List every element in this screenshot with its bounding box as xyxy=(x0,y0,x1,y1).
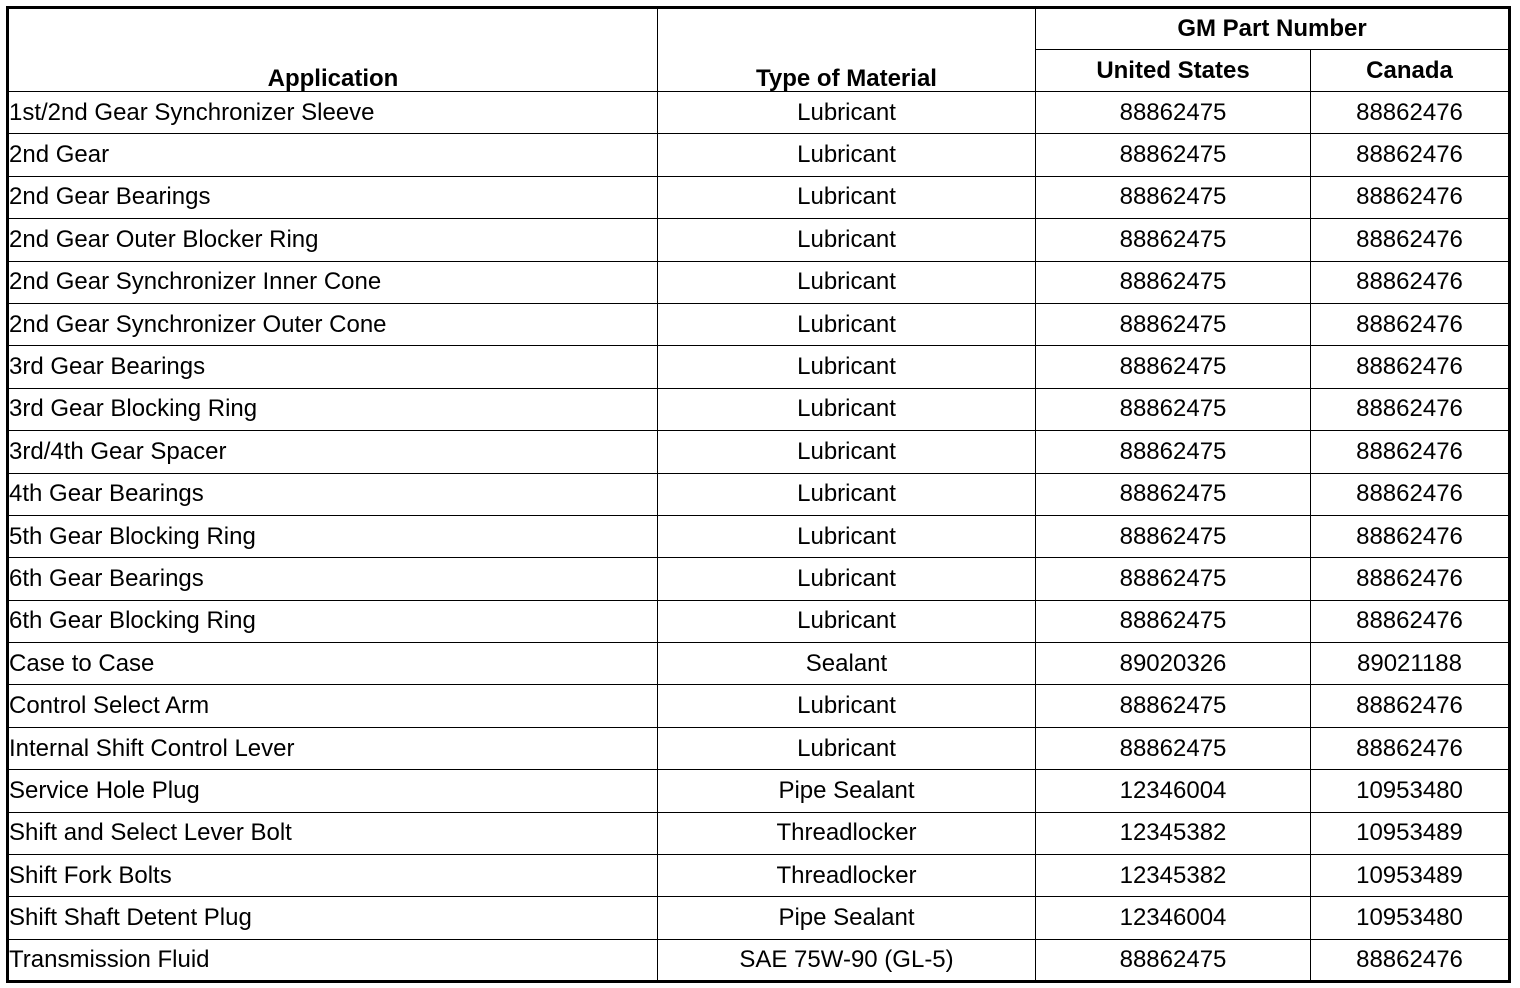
cell-application: Internal Shift Control Lever xyxy=(8,727,658,769)
cell-type-of-material: Lubricant xyxy=(658,600,1036,642)
table-row xyxy=(8,897,1510,939)
cell-canada: 88862476 xyxy=(1311,92,1510,134)
cell-united-states: 89020326 xyxy=(1036,643,1311,685)
cell-type-of-material: Lubricant xyxy=(658,431,1036,473)
cell-canada: 88862476 xyxy=(1311,685,1510,727)
header-gm-part-number: GM Part Number xyxy=(1036,8,1510,50)
cell-united-states: 12345382 xyxy=(1036,855,1311,897)
cell-canada: 88862476 xyxy=(1311,388,1510,430)
cell-united-states: 88862475 xyxy=(1036,473,1311,515)
cell-application: 2nd Gear xyxy=(8,134,658,176)
cell-type-of-material: Lubricant xyxy=(658,473,1036,515)
cell-application: 6th Gear Blocking Ring xyxy=(8,600,658,642)
cell-united-states: 88862475 xyxy=(1036,388,1311,430)
cell-application: Case to Case xyxy=(8,643,658,685)
cell-united-states: 88862475 xyxy=(1036,515,1311,557)
table-row xyxy=(8,855,1510,897)
cell-application: 2nd Gear Outer Blocker Ring xyxy=(8,219,658,261)
cell-united-states: 88862475 xyxy=(1036,558,1311,600)
table-row xyxy=(8,219,1510,261)
cell-type-of-material: Lubricant xyxy=(658,134,1036,176)
cell-united-states: 88862475 xyxy=(1036,600,1311,642)
cell-canada: 88862476 xyxy=(1311,134,1510,176)
cell-canada: 88862476 xyxy=(1311,558,1510,600)
cell-canada: 88862476 xyxy=(1311,261,1510,303)
cell-canada: 88862476 xyxy=(1311,515,1510,557)
table-row xyxy=(8,176,1510,218)
cell-application: 4th Gear Bearings xyxy=(8,473,658,515)
cell-canada: 10953480 xyxy=(1311,770,1510,812)
cell-united-states: 12346004 xyxy=(1036,770,1311,812)
cell-canada: 88862476 xyxy=(1311,473,1510,515)
cell-canada: 88862476 xyxy=(1311,219,1510,261)
table-row xyxy=(8,643,1510,685)
table-row xyxy=(8,770,1510,812)
table-row xyxy=(8,134,1510,176)
cell-type-of-material: Lubricant xyxy=(658,515,1036,557)
cell-application: 3rd Gear Bearings xyxy=(8,346,658,388)
cell-united-states: 12346004 xyxy=(1036,897,1311,939)
cell-canada: 88862476 xyxy=(1311,600,1510,642)
cell-canada: 88862476 xyxy=(1311,431,1510,473)
header-type-of-material: Type of Material xyxy=(658,8,1036,92)
table-row xyxy=(8,812,1510,854)
table-row xyxy=(8,346,1510,388)
cell-united-states: 88862475 xyxy=(1036,431,1311,473)
cell-canada: 89021188 xyxy=(1311,643,1510,685)
cell-type-of-material: Lubricant xyxy=(658,261,1036,303)
cell-canada: 10953489 xyxy=(1311,812,1510,854)
cell-canada: 10953489 xyxy=(1311,855,1510,897)
table-body xyxy=(8,92,1510,982)
cell-united-states: 88862475 xyxy=(1036,261,1311,303)
cell-application: Control Select Arm xyxy=(8,685,658,727)
cell-type-of-material: SAE 75W-90 (GL-5) xyxy=(658,939,1036,981)
cell-type-of-material: Lubricant xyxy=(658,685,1036,727)
table-row xyxy=(8,92,1510,134)
parts-table xyxy=(6,6,1511,983)
table-row xyxy=(8,515,1510,557)
cell-type-of-material: Lubricant xyxy=(658,176,1036,218)
cell-type-of-material: Lubricant xyxy=(658,727,1036,769)
cell-canada: 88862476 xyxy=(1311,303,1510,345)
cell-application: Shift and Select Lever Bolt xyxy=(8,812,658,854)
table-row xyxy=(8,685,1510,727)
cell-application: Service Hole Plug xyxy=(8,770,658,812)
cell-type-of-material: Lubricant xyxy=(658,303,1036,345)
cell-type-of-material: Lubricant xyxy=(658,346,1036,388)
cell-application: 2nd Gear Synchronizer Inner Cone xyxy=(8,261,658,303)
cell-type-of-material: Threadlocker xyxy=(658,812,1036,854)
cell-type-of-material: Lubricant xyxy=(658,558,1036,600)
table-row xyxy=(8,473,1510,515)
table-row xyxy=(8,303,1510,345)
table-header xyxy=(8,8,1510,92)
cell-type-of-material: Threadlocker xyxy=(658,855,1036,897)
header-application: Application xyxy=(8,8,658,92)
cell-canada: 10953480 xyxy=(1311,897,1510,939)
cell-united-states: 88862475 xyxy=(1036,303,1311,345)
table-row xyxy=(8,261,1510,303)
cell-type-of-material: Lubricant xyxy=(658,219,1036,261)
cell-canada: 88862476 xyxy=(1311,939,1510,981)
cell-type-of-material: Pipe Sealant xyxy=(658,897,1036,939)
cell-united-states: 88862475 xyxy=(1036,134,1311,176)
cell-type-of-material: Lubricant xyxy=(658,388,1036,430)
cell-canada: 88862476 xyxy=(1311,727,1510,769)
cell-united-states: 88862475 xyxy=(1036,727,1311,769)
cell-united-states: 88862475 xyxy=(1036,939,1311,981)
cell-united-states: 88862475 xyxy=(1036,346,1311,388)
cell-application: 2nd Gear Synchronizer Outer Cone xyxy=(8,303,658,345)
cell-united-states: 88862475 xyxy=(1036,176,1311,218)
cell-type-of-material: Pipe Sealant xyxy=(658,770,1036,812)
table-row xyxy=(8,600,1510,642)
cell-application: 3rd Gear Blocking Ring xyxy=(8,388,658,430)
cell-canada: 88862476 xyxy=(1311,176,1510,218)
cell-canada: 88862476 xyxy=(1311,346,1510,388)
cell-united-states: 88862475 xyxy=(1036,219,1311,261)
cell-united-states: 12345382 xyxy=(1036,812,1311,854)
cell-application: Shift Shaft Detent Plug xyxy=(8,897,658,939)
cell-type-of-material: Sealant xyxy=(658,643,1036,685)
cell-application: 5th Gear Blocking Ring xyxy=(8,515,658,557)
cell-united-states: 88862475 xyxy=(1036,685,1311,727)
table-row xyxy=(8,939,1510,981)
cell-application: 6th Gear Bearings xyxy=(8,558,658,600)
cell-application: 1st/2nd Gear Synchronizer Sleeve xyxy=(8,92,658,134)
cell-application: 2nd Gear Bearings xyxy=(8,176,658,218)
cell-application: 3rd/4th Gear Spacer xyxy=(8,431,658,473)
header-canada: Canada xyxy=(1311,50,1510,92)
cell-united-states: 88862475 xyxy=(1036,92,1311,134)
cell-type-of-material: Lubricant xyxy=(658,92,1036,134)
cell-application: Transmission Fluid xyxy=(8,939,658,981)
cell-application: Shift Fork Bolts xyxy=(8,855,658,897)
table-row xyxy=(8,388,1510,430)
table-row xyxy=(8,431,1510,473)
table-row xyxy=(8,558,1510,600)
header-united-states: United States xyxy=(1036,50,1311,92)
table-row xyxy=(8,727,1510,769)
